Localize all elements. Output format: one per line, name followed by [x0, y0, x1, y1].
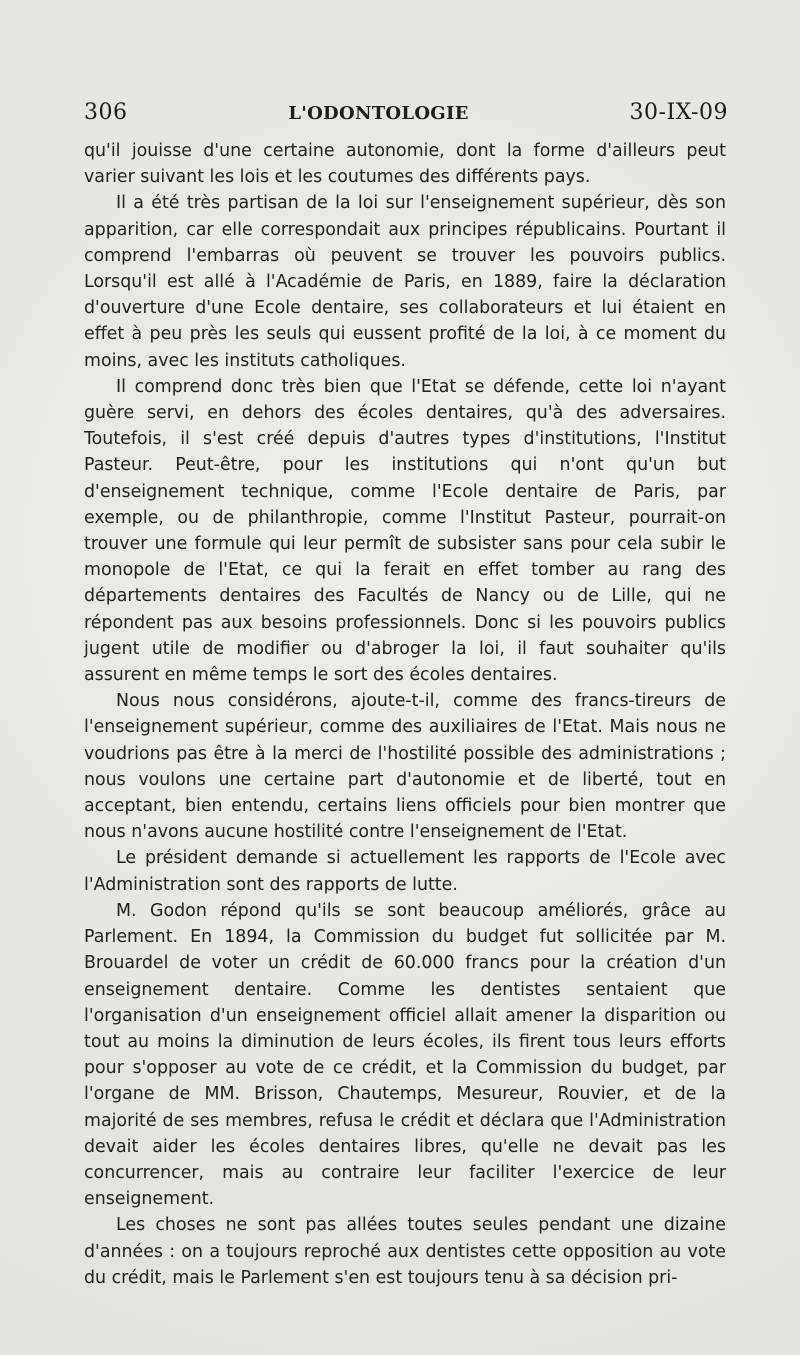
paragraph: Nous nous considérons, ajoute-t-il, comme des francs-tireurs de l'enseignement supérieur, comme des auxiliaires de l'Etat. Mais nous ne voudrions pas être à la merci de l'hostilité possible des administrations ; nous voulons une certaine part d'autonomie et de liberté, tout en acceptant, bien entendu, certains liens officiels pour bien montrer que nous n'avons aucune hostilité contre l'enseignement de l'Etat. [84, 691, 726, 843]
page-number: 306 [84, 100, 128, 125]
paragraph-continuation: qu'il jouisse d'une certaine autonomie, dont la forme d'ailleurs peut varier suivant les lois et les coutumes des différents pays. [84, 141, 726, 188]
body-text [84, 138, 726, 1291]
running-header [84, 100, 728, 130]
journal-title: L'ODONTOLOGIE [288, 103, 469, 124]
paragraph: Il comprend donc très bien que l'Etat se défende, cette loi n'ayant guère servi, en dehors des écoles dentaires, qu'à des adversaires. Toutefois, il s'est créé depuis d'autres types d'institutions, l'Institut Pasteur. Peut-être, pour les institutions qui n'ont qu'un but d'enseignement technique, comme l'Ecole dentaire de Paris, par exemple, ou de philanthropie, comme l'Institut Pasteur, pourrait-on trouver une formule qui leur permît de subsister sans pour cela subir le monopole de l'Etat, ce qui la ferait en effet tomber au rang des départements dentaires des Facultés de Nancy ou de Lille, qui ne répondent pas aux besoins professionnels. Donc si les pouvoirs publics jugent utile de modifier ou d'abroger la loi, il faut souhaiter qu'ils assurent en même temps le sort des écoles dentaires. [84, 376, 726, 686]
paragraph: M. Godon répond qu'ils se sont beaucoup améliorés, grâce au Parlement. En 1894, la Commission du budget fut sollicitée par M. Brouardel de voter un crédit de 60.000 francs pour la création d'un enseignement dentaire. Comme les dentistes sentaient que l'organisation d'un enseignement officiel allait amener la disparition ou tout au moins la diminution de leurs écoles, ils firent tous leurs efforts pour s'opposer au vote de ce crédit, et la Commission du budget, par l'organe de MM. Brisson, Chautemps, Mesureur, Rouvier, et de la majorité de ses membres, refusa le crédit et déclara que l'Administration devait aider les écoles dentaires libres, qu'elle ne devait pas les concurrencer, mais au contraire leur faciliter l'exercice de leur enseignement. [84, 900, 726, 1210]
paragraph: Il a été très partisan de la loi sur l'enseignement supérieur, dès son apparition, car elle correspondait aux principes républicains. Pourtant il comprend l'embarras où peuvent se trouver les pouvoirs publics. Lorsqu'il est allé à l'Académie de Paris, en 1889, faire la déclaration d'ouverture d'une Ecole dentaire, ses collaborateurs et lui étaient en effet à peu près les seuls qui eussent profité de la loi, à ce moment du moins, avec les instituts catholiques. [84, 193, 726, 371]
issue-date: 30-IX-09 [629, 100, 728, 125]
paragraph: Les choses ne sont pas allées toutes seules pendant une dizaine d'années : on a toujours reproché aux dentistes cette opposition au vote du crédit, mais le Parlement s'en est toujours tenu à sa décision pri- [84, 1215, 726, 1288]
paragraph: Le président demande si actuellement les rapports de l'Ecole avec l'Administration sont des rapports de lutte. [84, 848, 726, 895]
